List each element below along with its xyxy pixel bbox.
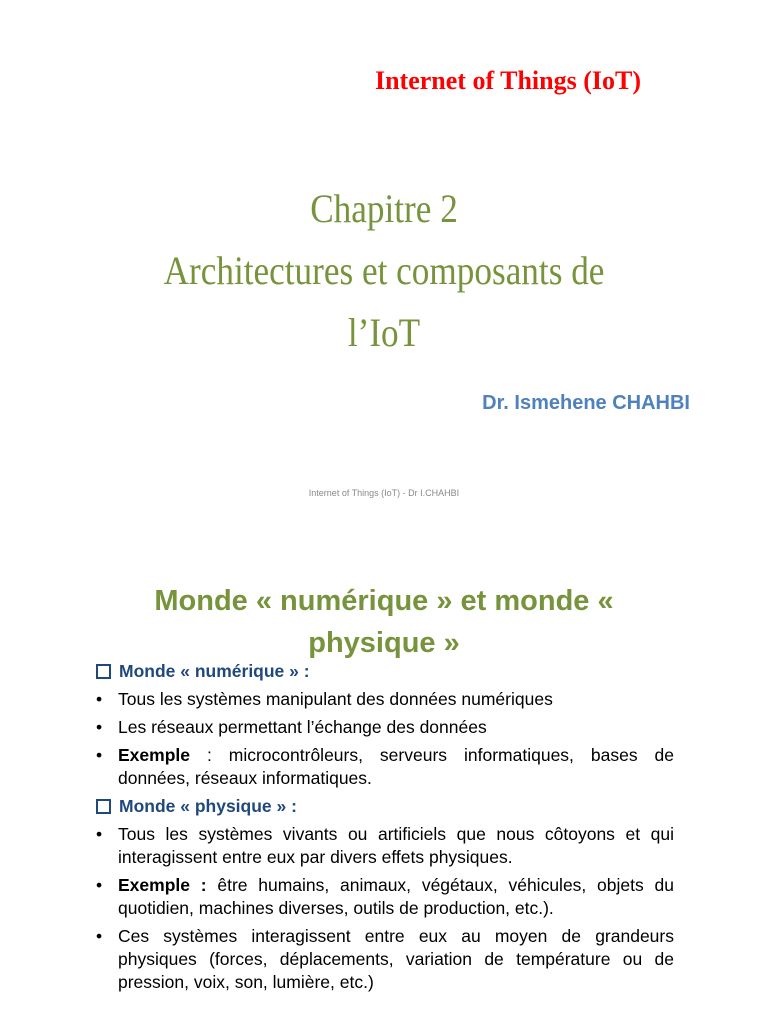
- bullet-icon: •: [96, 926, 103, 946]
- slide-title-line-2: physique »: [308, 627, 460, 659]
- chapter-line-3: l’IoT: [347, 310, 421, 355]
- section-heading-physique: [96, 795, 674, 818]
- section-heading-numerique: [96, 660, 674, 683]
- checkbox-square-icon: [96, 664, 111, 679]
- bullet-icon: •: [96, 875, 103, 895]
- list-item: [96, 688, 674, 711]
- list-item-text: Tous les systèmes vivants ou artificiels que nous côtoyons et qui interagissent entre eux par divers effets physiques.: [118, 824, 674, 867]
- slide-title-line-1: Monde « numérique » et monde «: [154, 585, 614, 617]
- chapter-line-2: Architectures et composants de: [163, 248, 605, 293]
- chapter-line-1: Chapitre 2: [310, 186, 458, 231]
- checkbox-square-icon: [96, 799, 111, 814]
- example-text: : microcontrôleurs, serveurs informatiques, bases de données, réseaux informatiques.: [118, 745, 674, 788]
- slide-body: [96, 660, 674, 999]
- list-item-text: Les réseaux permettant l’échange des données: [118, 717, 487, 737]
- list-item: [96, 716, 674, 739]
- list-item: [96, 925, 674, 994]
- bullet-icon: •: [96, 824, 103, 844]
- list-item-text: Tous les systèmes manipulant des données numériques: [118, 689, 553, 709]
- section-heading-label: Monde « physique » :: [119, 796, 297, 816]
- author-name: Dr. Ismehene CHAHBI: [482, 392, 690, 414]
- list-item-text: Ces systèmes interagissent entre eux au moyen de grandeurs physiques (forces, déplacements, variation de température ou de pression, voix, son, lumière, etc.): [118, 926, 674, 992]
- list-item: [96, 874, 674, 920]
- list-item-text: [118, 744, 674, 790]
- example-text: être humains, animaux, végétaux, véhicules, objets du quotidien, machines diverses, outils de production, etc.).: [118, 875, 674, 918]
- bullet-icon: •: [96, 717, 103, 737]
- slide-footer: Internet of Things (IoT) - Dr I.CHAHBI: [308, 488, 460, 498]
- bullet-icon: •: [96, 745, 103, 765]
- course-title: Internet of Things (IoT): [374, 66, 642, 95]
- chapter-title: [99, 178, 669, 364]
- list-item: [96, 823, 674, 869]
- list-item-text: [118, 874, 674, 920]
- content-slide: [0, 560, 768, 1024]
- list-item: [96, 744, 674, 790]
- slide-title: [60, 580, 708, 664]
- section-heading-label: Monde « numérique » :: [119, 661, 310, 681]
- bullet-icon: •: [96, 689, 103, 709]
- example-label: Exemple: [118, 745, 190, 765]
- example-label: Exemple :: [118, 875, 207, 895]
